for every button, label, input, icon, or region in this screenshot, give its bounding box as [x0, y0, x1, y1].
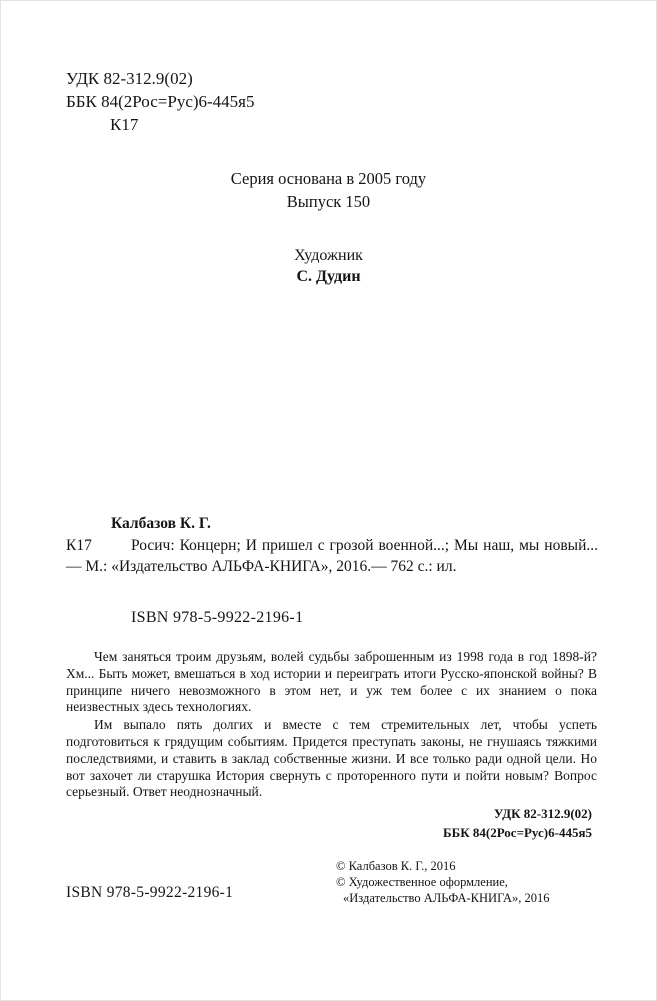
isbn-bottom: ISBN 978-5-9922-2196-1	[66, 884, 234, 901]
catalog-code-top: К17	[110, 115, 139, 134]
series-info	[1, 167, 656, 213]
artist-label: Художник	[294, 247, 363, 264]
udk-code-top: УДК 82-312.9(02)	[66, 69, 193, 88]
top-classification-codes	[66, 67, 255, 136]
bottom-classification-codes	[443, 804, 592, 842]
udk-code-bottom: УДК 82-312.9(02)	[493, 806, 592, 821]
isbn-main: ISBN 978-5-9922-2196-1	[131, 609, 304, 626]
bib-entry	[66, 535, 598, 577]
series-issue-line: Выпуск 150	[286, 192, 371, 211]
artist-credit	[1, 245, 656, 287]
series-founded-line: Серия основана в 2005 году	[230, 169, 427, 188]
bbk-code-bottom: ББК 84(2Рос=Рус)6-445я5	[443, 825, 592, 840]
bbk-code-top: ББК 84(2Рос=Рус)6-445я5	[66, 92, 255, 111]
author-name: Калбазов К. Г.	[111, 515, 211, 532]
copyright-block	[336, 858, 549, 906]
annotation-paragraph-1: Чем заняться троим друзьям, волей судьбы заброшенным из 1998 года в год 1898-й? Хм... Быть может, вмешаться в ход истории и переиграть итоги Русско-японской войны? В принципе ничего невозможного в этом нет, и уж тем более с их знанием о пока неизвестных здесь технологиях.	[66, 649, 597, 715]
copyright-design: © Художественное оформление,	[336, 875, 508, 889]
annotation-paragraph-2: Им выпало пять долгих и вместе с тем стремительных лет, чтобы успеть подготовиться к грядущим событиям. Придется преступать законы, не гнушаясь тяжкими последствиями, и ставить в заклад собственные жизни. И все только ради одной цели. Но вот захочет ли старушка История свернуть с проторенного пути и пойти новым? Вопрос серьезный. Ответ неоднозначный.	[66, 717, 597, 800]
catalog-code: К17	[66, 537, 92, 554]
copyright-author: © Калбазов К. Г., 2016	[336, 859, 456, 873]
copyright-publisher: «Издательство АЛЬФА-КНИГА», 2016	[343, 891, 550, 905]
artist-name: С. Дудин	[296, 268, 361, 285]
bibliographic-record	[66, 513, 598, 577]
annotation	[66, 649, 597, 801]
bib-description: Росич: Концерн; И пришел с грозой военной...; Мы наш, мы новый... — М.: «Издательство АЛЬФА-КНИГА», 2016.— 762 с.: ил.	[66, 537, 598, 575]
